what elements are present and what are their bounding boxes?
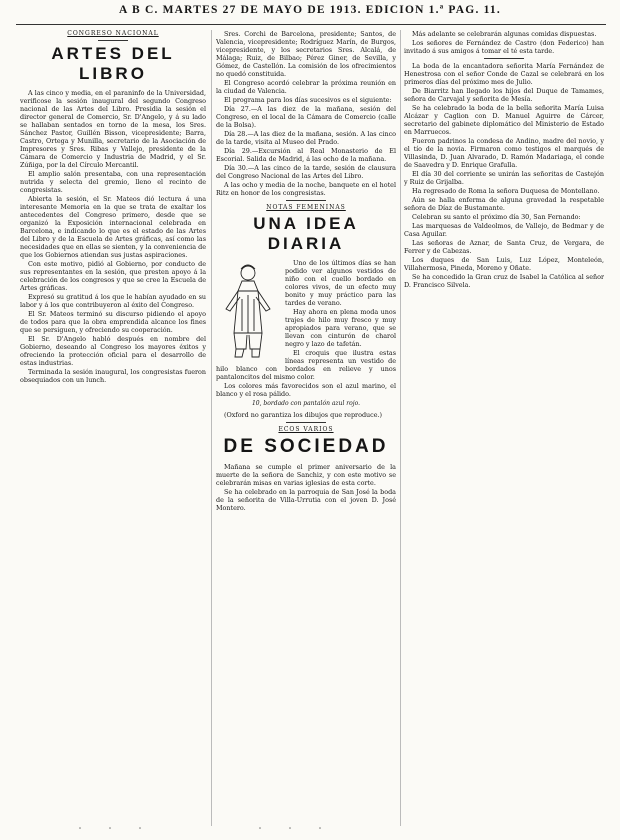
article-paragraph: Los colores más favorecidos son el azul marino, el blanco y el rosa pálido. [216, 382, 396, 398]
section-rule [286, 200, 326, 201]
article-paragraph: El Congreso acordó celebrar la próxima reunión en la ciudad de Valencia. [216, 79, 396, 95]
headline-de-sociedad: DE SOCIEDAD [223, 436, 389, 457]
child-dress-illustration [216, 261, 280, 363]
article-paragraph: Las señoras de Aznar, de Santa Cruz, de Vergara, de Ferrer y de Cabezas. [404, 239, 604, 255]
article-paragraph: Con este motivo, pidió al Gobierno, por conducto de sus representantes en la sesión, que presten apoyo á la celebración de los congresos y que se cree la Escuela de Artes gráficas. [20, 260, 206, 292]
page-footer-ornament [20, 824, 590, 832]
article-paragraph: Día 30.—A las cinco de la tarde, sesión de clausura del Congreso Nacional de las Artes del Libro. [216, 164, 396, 180]
section-kicker-congreso: CONGRESO NACIONAL [67, 30, 159, 37]
article-paragraph: El programa para los días sucesivos es el siguiente: [224, 96, 392, 104]
article-paragraph: Uno de los últimos días se han podido ver algunos vestidos de niño con el cuello bordado en colores vivos, de un efecto muy bonito y muy práctico para las tardes de verano. [285, 259, 396, 307]
section-kicker-ecos-varios: ECOS VARIOS [278, 426, 334, 433]
column-separator-1 [211, 30, 212, 826]
headline-artes-del-libro: ARTES DEL LIBRO [51, 44, 175, 83]
kicker-rule [98, 40, 128, 41]
article-paragraph: Mañana se cumple el primer aniversario de la muerte de la señora de Sanchiz, y con este motivo se celebrarán misas en varias iglesias de esta corte. [216, 463, 396, 487]
article-paragraph: Los señores de Fernández de Castro (don Federico) han invitado á sus amigos á tomar el té esta tarde. [404, 39, 604, 55]
article-paragraph: El Sr. D'Angelo habló después en nombre del Gobierno, deseando al Congreso los mayores éxitos y ofreciendo la protección oficial para el desarrollo de estas industrias. [20, 335, 206, 367]
article-paragraph: Más adelante se celebrarán algunas comidas dispuestas. [412, 30, 597, 38]
article-paragraph: Abierta la sesión, el Sr. Mateos dió lectura á una interesante Memoria en la que se trata de exaltar los antecedentes del Congreso primero, desde que se organizó la Exposición internacional celebrada en Barcelona, e indicando lo que es el estado de las Artes del Libro y de la Escuela de Artes gráficas, así como las necesidades que en ellas se sienten, y la conveniencia de que los Gobiernos atiendan sus justas aspiraciones. [20, 195, 206, 259]
article-paragraph: Terminada la sesión inaugural, los congresistas fueron obsequiados con un lunch. [20, 368, 206, 384]
article-signature: (Oxford no garantiza los dibujos que reproduce.) [224, 411, 383, 419]
article-paragraph: El día 30 del corriente se unirán las señoritas de Castejón y Ruiz de Grijalba. [404, 170, 604, 186]
masthead-rule [16, 24, 606, 25]
article-paragraph: Expresó su gratitud á los que le habían ayudado en su labor y á los que contribuyeron al éxito del Congreso. [20, 293, 206, 309]
article-paragraph: Hay ahora en plena moda unos trajes de hilo muy fresco y muy apropiados para verano, que se llevan con cinturón de charol negro y lazo de tafetán. [285, 308, 396, 348]
article-paragraph: Los duques de San Luis, Luz López, Monteleón, Villahermosa, Pineda, Moreno y Oñate. [404, 256, 604, 272]
article-paragraph: Sres. Corchi de Barcelona, presidente; Santos, de Valencia, vicepresidente; Rodríguez Marín, de Burgos, vicepresidente, y los secretarios Sres. Alcalá, de Málaga; Ruiz, de Bilbao; Pérez Giner, de Sevilla, y Gómez, de Castellón. La comisión de los ofrecimientos no quedó constituida. [216, 30, 396, 78]
section-rule [484, 58, 524, 59]
article-paragraph: Día 28.—A las diez de la mañana, sesión. A las cinco de la tarde, visita al Museo del Prado. [216, 130, 396, 146]
column-separator-2 [400, 30, 401, 826]
article-paragraph: El Sr. Mateos terminó su discurso pidiendo el apoyo de todos para que la obra emprendida alcance los fines que se persiguen, y ofreciendo su cooperación. [20, 310, 206, 334]
article-paragraph: Las marquesas de Valdeolmos, de Vallejo, de Bedmar y de Casa Aguilar. [404, 222, 604, 238]
section-kicker-notas-femeninas: NOTAS FEMENINAS [266, 204, 346, 211]
article-paragraph: Fueron padrinos la condesa de Andino, madre del novio, y el tío de la novia. Firmaron como testigos el marqués de Villasinda, D. Juan Alvarado, D. Ramón Madariaga, el conde de Saavedra y D. Enrique Grafulla. [404, 137, 604, 169]
article-paragraph: Celebran su santo el próximo día 30, San Fernando: [412, 213, 581, 221]
article-paragraph: Día 27.—A las diez de la mañana, sesión del Congreso, en el local de la Cámara de Comercio (calle de la Bolsa). [216, 105, 396, 129]
column-2 [216, 30, 396, 830]
article-paragraph: Aún se halla enferma de alguna gravedad la respetable señora de Díaz de Bustamante. [404, 196, 604, 212]
column-1 [20, 30, 206, 830]
article-paragraph: El amplio salón presentaba, con una representación nutrida y selecta del gremio, lleno el recinto de congresistas. [20, 170, 206, 194]
section-rule [286, 422, 326, 423]
newspaper-masthead: A B C. MARTES 27 DE MAYO DE 1913. EDICION 1.ª PAG. 11. [119, 4, 501, 16]
column-3 [404, 30, 604, 830]
article-paragraph: A las ocho y media de la noche, banquete en el hotel Ritz en honor de los congresistas. [216, 181, 396, 197]
headline-una-idea-diaria: UNA IDEA DIARIA [253, 214, 359, 253]
article-paragraph: El croquis que ilustra estas líneas representa un vestido de hilo blanco con bordados en relieve y unos pantaloncitos del mismo color. [216, 349, 396, 381]
article-paragraph: De Biarritz han llegado los hijos del Duque de Tamames, señora de Carvajal y señorita de Mesía. [404, 87, 604, 103]
article-paragraph: Se ha celebrado la boda de la bella señorita María Luisa Alcázar y Caglion con D. Manuel Aguirre de Cárcer, secretario del gabinete diplomático del Ministerio de Estado en Marruecos. [404, 104, 604, 136]
article-paragraph: Día 29.—Excursión al Real Monasterio de El Escorial. Salida de Madrid, á las ocho de la mañana. [216, 147, 396, 163]
article-paragraph: Ha regresado de Roma la señora Duquesa de Montellano. [412, 187, 600, 195]
article-paragraph: A las cinco y media, en el paraninfo de la Universidad, verificose la sesión inaugural del segundo Congreso nacional de las Artes del Libro. Presidia la sesión el director general de Comercio, Sr. D'Angelo, y á su lado se hallaban sentados en torno de la mesa, los Sres. Sánchez Pastor, Guillén Bisson, vicepresidente; Barra, Castro, Ortega y Munilla, secretario de la Asociación de Impresores y Sres. Ribas y Vallejo, presidente de la Cámara de Comercio y Industria de Madrid, y el Sr. Zúñiga, por la del Círculo Mercantil. [20, 89, 206, 169]
illustration-caption: 10, bordado con pantalón azul rojo. [251, 400, 361, 407]
article-paragraph: Se ha concedido la Gran cruz de Isabel la Católica al señor D. Francisco Silvela. [404, 273, 604, 289]
article-paragraph: La boda de la encantadora señorita María Fernández de Henestrosa con el señor Conde de Cazal se celebrará en los primeros días del próximo mes de Julio. [404, 62, 604, 86]
article-paragraph: Se ha celebrado en la parroquia de San José la boda de la señorita de Villa-Urrutia con el joven D. José Montero. [216, 488, 396, 512]
